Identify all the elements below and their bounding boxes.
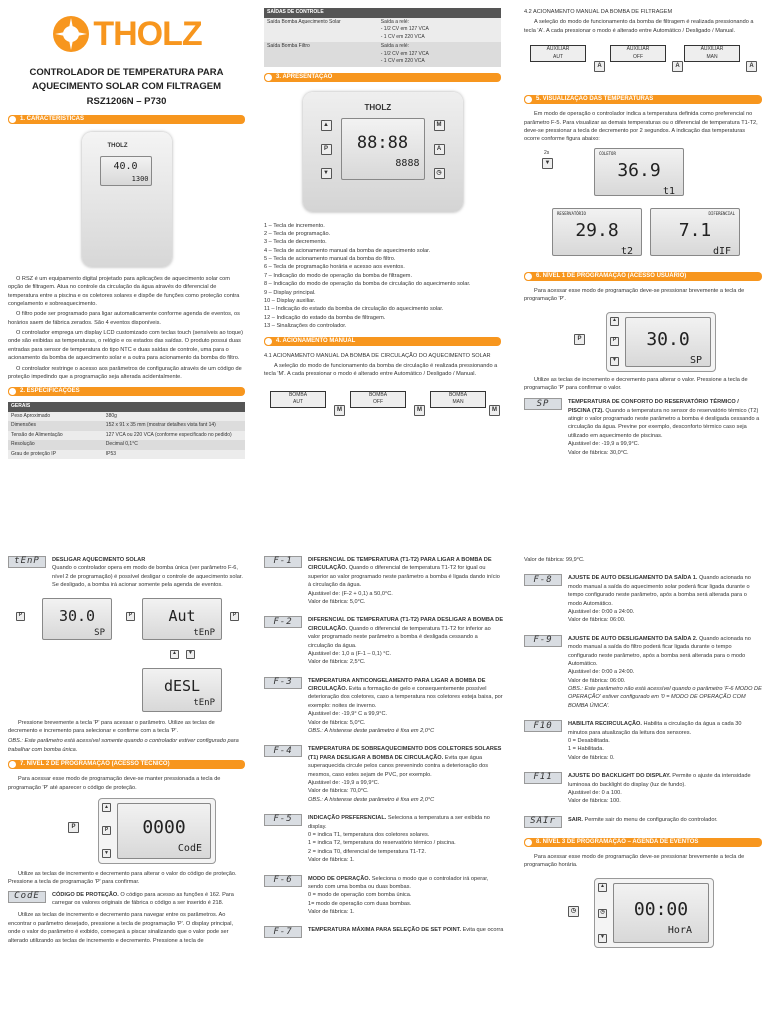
intro-paragraph-1: O RSZ é um equipamento digital projetado para aplicações de aquecimento solar com opção de filtragem. Atua no controle da circulação da água através do diferencial de temperatura entre a piscina e os coletores solares e dispõe de funções como proteção contra congelamento e sobreaquecimento.	[8, 275, 240, 307]
device-clock-key[interactable]: ◷	[434, 168, 445, 179]
lcd-t2: RESERVATÓRIO 29.8 t2	[552, 208, 642, 256]
param-f4: F-4 TEMPERATURA DE SOBREAQUECIMENTO DOS COLETORES SOLARES (T1) PARA DESLIGAR A BOMBA DE CIRCULAÇÃO. Evita que água superaquecida circule pelos canos prevenindo contra a deterioração dos mesmos, caso estes sejam de PVC, por exemplo. Ajustável de: -19,9 a 99,9°C. Valor de fábrica: 70,0°C. OBS.: A histerese deste parâmetro é fixa em 2,0°C	[264, 745, 504, 804]
device-photo-brand: THOLZ	[107, 142, 128, 149]
flow-a-key[interactable]: A	[746, 61, 757, 72]
table-row: Grau de proteção IP IP53	[8, 450, 245, 460]
flow-box-off: AUXILIAR OFF	[610, 45, 666, 62]
filter-mode-flow	[524, 39, 762, 89]
prog-key[interactable]: P	[610, 337, 619, 346]
flow-box-man: AUXILIAR MAN	[684, 45, 740, 62]
section-header-3: 3. APRESENTAÇÃO	[264, 73, 501, 82]
param-code: tEnP	[8, 556, 46, 568]
dec-key[interactable]: ▼	[542, 158, 553, 169]
lcd-tenp-desl: dESL tEnP	[142, 668, 222, 712]
clock-key[interactable]: ◷	[598, 909, 607, 918]
doc-title-1: CONTROLADOR DE TEMPERATURA PARA	[29, 67, 224, 78]
section-header-8: 8. NÍVEL 3 DE PROGRAMAÇÃO – AGENDA DE EVENTOS	[524, 838, 762, 847]
brand-name: THOLZ	[93, 14, 202, 53]
panel-bottom-right	[524, 556, 762, 1024]
specs-table	[8, 402, 245, 459]
inc-key[interactable]: ▲	[610, 317, 619, 326]
tenp-after: Pressione brevemente a tecla 'P' para acessar o parâmetro. Utilize as teclas de decremento e incremento para selecionar e confirme com a tecla 'P'.	[8, 719, 215, 734]
dec-key[interactable]: ▼	[610, 357, 619, 366]
specs-table-header: GERAIS	[8, 402, 245, 412]
flow-m-key[interactable]: M	[334, 405, 345, 416]
clock-key[interactable]: ◷	[568, 906, 579, 917]
section-8-text: Para acessar esse modo de programação deve-se pressionar brevemente a tecla de programação horária.	[524, 853, 745, 869]
param-sair: SAIr SAIR. Permite sair do menu de configuração do controlador.	[524, 816, 762, 828]
flow-m-key[interactable]: M	[414, 405, 425, 416]
lcd-hora: 00:00 HorA	[613, 883, 709, 943]
tholz-logo-icon	[51, 14, 91, 54]
inc-key[interactable]: ▲	[102, 803, 111, 812]
flow-a-key[interactable]: A	[594, 61, 605, 72]
inc-key[interactable]: ▲	[598, 883, 607, 892]
param-f11: F11 AJUSTE DO BACKLIGHT DO DISPLAY. Permite o ajuste da intensidade luminosa do backlight do display (luz de fundo). Ajustável de: 0 a 100. Valor de fábrica: 100.	[524, 772, 762, 806]
prog-key[interactable]: P	[68, 822, 79, 833]
panel-top-middle	[264, 8, 501, 528]
section-header-6: 6. NÍVEL 1 DE PROGRAMAÇÃO (ACESSO USUÁRIO)	[524, 272, 762, 281]
lcd-tenp-aut: Aut tEnP	[142, 598, 222, 640]
section-4-2-title: 4.2 ACIONAMENTO MANUAL DA BOMBA DE FILTRAGEM	[524, 9, 673, 15]
section-6-text: Para acessar esse modo de programação deve-se pressionar brevemente a tecla de programação 'P'.	[524, 287, 745, 303]
table-row: Dimensões 152 x 91 x 35 mm (mostrar detalhes vista fant 14)	[8, 421, 245, 431]
table-row: Tensão de Alimentação 127 VCA ou 220 VCA (conforme especificado no pedido)	[8, 431, 245, 441]
param-code: CodE CÓDIGO DE PROTEÇÃO. O código para acesso as funções é 162. Para carregar os valores originais de fábrica o código a ser inserido é 218.	[8, 891, 245, 908]
section-header-5: 5. VISUALIZAÇÃO DAS TEMPERATURAS	[524, 95, 762, 104]
param-f3: F-3 TEMPERATURA ANTICONGELAMENTO PARA LIGAR A BOMBA DE CIRCULAÇÃO. Evita a formação de gelo e consequentemente possível deterioração dos coletores, caso a temperatura nos coletores esteja baixa, por exemplo: noites de inverno. Ajustável de: -19,9° C a 99,9°C. Valor de fábrica: 5,0°C. OBS.: A histerese deste parâmetro é fixa em 2,0°C	[264, 677, 504, 736]
param-f5: F-5 INDICAÇÃO PREFERENCIAL. Seleciona a temperatura a ser exibida no display. 0 = indica T1, temperatura dos coletores solares. 1 = indica T2, temperatura do reservatório térmico / piscina. 2 = indica T0, diferencial de temperatura T1-T2. Valor de fábrica: 1.	[264, 814, 504, 864]
panel-top-left	[8, 8, 245, 528]
device-dec-key[interactable]: ▼	[321, 168, 332, 179]
panel-bottom-left	[8, 556, 245, 1024]
level1-diagram	[524, 306, 762, 376]
lcd-sp: 30.0 SP	[625, 317, 711, 367]
section-header-2: 2. ESPECIFICAÇÕES	[8, 387, 245, 396]
section-5-text: Em modo de operação o controlador indica a temperatura definida como preferencial no parâmetro F-5. Para visualizar as demais temperaturas ou o diferencial de temperatura T1-T2, deve-se pressionar a tecla de decremento por 2 segundos. A indicação das temperaturas ocorre conforme figura abaixo:	[524, 111, 758, 143]
device-photo-lcd: 40.0 1300	[100, 156, 152, 186]
param-f8: F-8 AJUSTE DE AUTO DESLIGAMENTO DA SAÍDA 1. Quando acionada no modo manual a saída do aquecimento solar poderá ficar ligada durante o tempo configurado neste parâmetro, após a bomba será alterada para o modo Automático. Ajustável de: 0:00 a 24:00. Valor de fábrica: 06:00.	[524, 574, 762, 624]
device-m-key[interactable]: M	[434, 120, 445, 131]
param-code-label: CodE	[8, 891, 46, 903]
brand-logo	[8, 8, 245, 60]
prog-key[interactable]: P	[126, 612, 135, 621]
param-code: SP	[524, 398, 562, 410]
lcd-dif: DIFERENCIAL 7.1 dIF	[650, 208, 740, 256]
inc-key[interactable]: ▲	[170, 650, 179, 659]
intro-paragraph-4: O controlador restringe o acesso aos parâmetros de configuração através de um código de proteção impedindo que a programação seja alterada acidentalmente.	[8, 365, 242, 381]
flow-box-aut: AUXILIAR AUT	[530, 45, 586, 62]
device-prog-key[interactable]: P	[321, 144, 332, 155]
prog-key[interactable]: P	[102, 826, 111, 835]
lcd-sp-frame	[606, 312, 716, 372]
lcd-t1: COLETOR 36.9 t1	[594, 148, 684, 196]
prog-key[interactable]: P	[574, 334, 585, 345]
section-4-2-text: A seleção do modo de funcionamento da bomba de filtragem é realizada pressionando a tecla 'A'. A cada pressionar o modo é alterado entre Automático / Desligado / Manual.	[524, 19, 754, 34]
lcd-tenp-sp: 30.0 SP	[42, 598, 112, 640]
lcd-code-frame	[98, 798, 216, 864]
table-row: Peso Aproximado 380g	[8, 412, 245, 422]
param-f2: F-2 DIFERENCIAL DE TEMPERATURA (T1-T2) PARA DESLIGAR A BOMBA DE CIRCULAÇÃO. Quando o diferencial de temperatura T1-T2 for inferior ao valor programado neste parâmetro a bomba é desligada cessando a circulação da água. Ajustável de: 1,0 a (F-1 – 0,1) °C. Valor de fábrica: 2,5°C.	[264, 616, 504, 666]
device-photo	[82, 132, 172, 267]
device-inc-key[interactable]: ▲	[321, 120, 332, 131]
intro-paragraph-3: O controlador emprega um display LCD customizado com teclas touch (sensíveis ao toque) onde são exibidas as temperaturas, o relógio e os estados das saídas. O produto possui duas entradas para sensor de temperatura do tipo NTC e duas saídas de controle, uma para o acionamento da bomba de aquecimento solar e a outra para acionamento da bomba do filtro.	[8, 330, 243, 362]
doc-title-2: AQUECIMENTO SOLAR COM FILTRAGEM	[31, 81, 222, 93]
f7-default: Valor de fábrica: 99,9°C.	[524, 557, 585, 563]
section-4-1-title: 4.1 ACIONAMENTO MANUAL DA BOMBA DE CIRCULAÇÃO DO AQUECIMENTO SOLAR	[264, 352, 491, 359]
doc-title-3: RSZ1206N – P730	[86, 95, 167, 107]
device-presentation-lcd: 88:88 8888	[341, 118, 425, 180]
dec-key[interactable]: ▼	[186, 650, 195, 659]
param-sp: SP TEMPERATURA DE CONFORTO DO RESERVATÓRIO TÉRMICO / PISCINA (T2). Quando a temperatura no sensor do reservatório térmico (T2) atingir o valor programado neste parâmetro a bomba é desligada cessando a circulação da água. Previne por exemplo, desconforto térmico caso seja utilizado em aquecimento de piscinas. Ajustável de: -19,9 a 99,9°C. Valor de fábrica: 30,0°C.	[524, 398, 762, 457]
code-text-2: Utilize as teclas de incremento e decremento para navegar entre os parâmetros. Ao encontrar o parâmetro desejado, pressione a tecla de programação 'P'. O display principal, onde o valor do parâmetro é exibido, começará a piscar sinalizando que o valor pode ser alterado utilizando as teclas de incremento e decremento. Pressione a tecla de	[8, 912, 234, 944]
flow-m-key[interactable]: M	[489, 405, 500, 416]
section-4-1-text: A seleção do modo de funcionamento da bomba de circulação é realizada pressionando a tecla 'M'. A cada pressionar o modo é alterado entre Automático / Desligado / Manual.	[264, 362, 498, 378]
prog-key[interactable]: P	[16, 612, 25, 621]
dec-key[interactable]: ▼	[598, 934, 607, 943]
section-header-4: 4. ACIONAMENTO MANUAL	[264, 337, 501, 346]
section-7-after: Utilize as teclas de incremento e decremento para alterar o valor do código de proteção. Pressione a tecla de programação 'P' para confirmar.	[8, 870, 237, 886]
param-f6: F-6 MODO DE OPERAÇÃO. Seleciona o modo que o controlador irá operar, sendo com uma bomba ou duas bombas. 0 = modo de operação com bomba única. 1= modo de operação com duas bombas. Valor de fábrica: 1.	[264, 875, 504, 917]
section-6-after: Utilize as teclas de incremento e decremento para alterar o valor. Pressione a tecla de programação 'P' para confirmar o valor.	[524, 376, 748, 391]
presentation-list: 1 – Tecla de incremento. 2 – Tecla de programação. 3 – Tecla de decremento. 4 – Tecla de acionamento manual da bomba de aquecimento solar. 5 – Tecla de acionamento manual da bomba do filtro. 6 – Tecla de programação horária e acesso aos eventos. 7 – Indicação do modo de operação da bomba de filtragem. 8 – Indicação do modo de operação da bomba de circulação do aquecimento solar. 9 – Display principal. 10 – Display auxiliar. 11 – Indicação do estado da bomba de circulação do aquecimento solar. 12 – Indicação do estado da bomba de filtragem. 13 – Sinalizações do controlador.	[264, 222, 471, 330]
panel-top-right	[524, 8, 762, 528]
section-header-1: 1. CARACTERÍSTICAS	[8, 115, 245, 124]
table-row: Saída Bomba Filtro Saída a relé: - 1/2 CV em 127 VCA - 1 CV em 220 VCA	[264, 42, 501, 67]
table-row: Saída Bomba Aquecimento Solar Saída a relé: - 1/2 CV em 127 VCA - 1 CV em 220 VCA	[264, 18, 501, 43]
param-tenp: tEnP DESLIGAR AQUECIMENTO SOLAR Quando o controlador opera em modo de bomba única (ver parâmetro F-6, nível 2 de programação) é possível desligar o controle de aquecimento solar. Se desligado, a bomba irá acionar somente pela agenda de eventos.	[8, 556, 245, 590]
table-row: Resolução Decimal 0,1°C	[8, 440, 245, 450]
outputs-table-header: SAÍDAS DE CONTROLE	[264, 8, 501, 18]
lcd-code: 0000 CodE	[117, 803, 211, 859]
section-header-7: 7. NÍVEL 2 DE PROGRAMAÇÃO (ACESSO TÉCNICO)	[8, 760, 245, 769]
device-presentation-brand: THOLZ	[364, 102, 392, 112]
panel-bottom-middle	[264, 556, 504, 1024]
param-f9: F-9 AJUSTE DE AUTO DESLIGAMENTO DA SAÍDA 2. Quando acionada no modo manual a saída do filtro poderá ficar ligada durante o tempo configurado neste parâmetro, após a bomba será alterada para o modo Automático. Ajustável de: 0:00 a 24:00. Valor de fábrica: 06:00. OBS.: Este parâmetro não está acessível quando o parâmetro 'F-6 MODO DE OPERAÇÃO' estiver configurado em '0 = MODO DE OPERAÇÃO COM BOMBA ÚNICA'.	[524, 635, 762, 711]
temperature-views	[524, 146, 762, 266]
prog-key[interactable]: P	[230, 612, 239, 621]
press-duration: 2s	[544, 149, 550, 156]
pump-mode-flow	[264, 385, 501, 435]
flow-box-man: BOMBA MAN	[430, 391, 486, 408]
level3-diagram	[524, 872, 762, 952]
tenp-obs: OBS.: Este parâmetro está acessível somente quando o controlador estiver configurado para trabalhar com bomba única.	[8, 738, 239, 753]
tenp-diagram	[8, 594, 245, 719]
param-f7: F-7 TEMPERATURA MÁXIMA PARA SELEÇÃO DE SET POINT. Evita que ocorra	[264, 926, 504, 938]
level2-diagram	[8, 794, 245, 870]
dec-key[interactable]: ▼	[102, 849, 111, 858]
lcd-hora-frame	[594, 878, 714, 948]
section-7-text: Para acessar esse modo de programação deve-se manter pressionada a tecla de programação 'P' até aparecer o código de proteção.	[8, 776, 221, 791]
param-f10: F10 HABILITA RECIRCULAÇÃO. Habilita a circulação da água a cada 30 minutos para atualização da leitura dos sensores. 0 = Desabilitada. 1 = Habilitada. Valor de fábrica: 0.	[524, 720, 762, 762]
param-f1: F-1 DIFERENCIAL DE TEMPERATURA (T1-T2) PARA LIGAR A BOMBA DE CIRCULAÇÃO. Quando o diferencial de temperatura T1-T2 for igual ou superior ao valor programado neste parâmetro a bomba é ligada dando início à circulação da água. Ajustável de: (F-2 + 0,1) a 50,0°C. Valor de fábrica: 5,0°C.	[264, 556, 504, 606]
intro-paragraph-2: O filtro pode ser programado para ligar automaticamente conforme agenda de eventos, os horários saem de fábrica zerados. São 4 eventos disponíveis.	[8, 311, 240, 326]
device-presentation	[303, 92, 463, 212]
flow-box-off: BOMBA OFF	[350, 391, 406, 408]
device-a-key[interactable]: A	[434, 144, 445, 155]
outputs-table	[264, 8, 501, 67]
flow-box-aut: BOMBA AUT	[270, 391, 326, 408]
flow-a-key[interactable]: A	[672, 61, 683, 72]
